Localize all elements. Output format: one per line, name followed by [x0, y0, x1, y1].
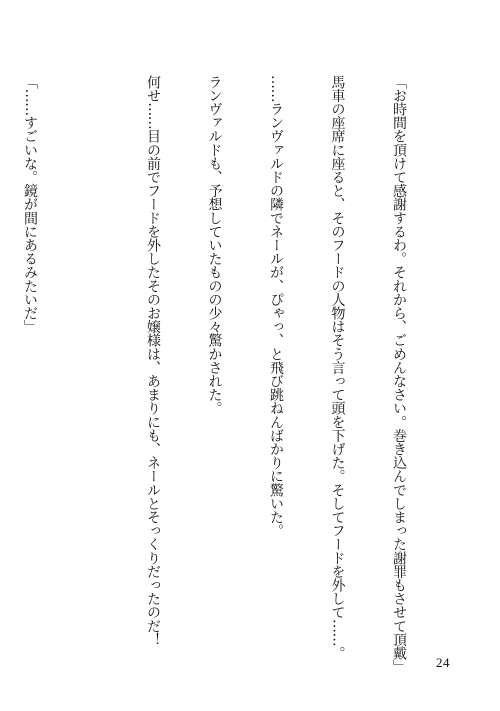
text-line: 馬車の座席に座ると、そのフードの人物はそう言って頭を下げた。そしてフードを外して……。: [329, 75, 346, 660]
text-line: 「お時間を頂けて感謝するわ。それから、ごめんなさい。巻き込んでしまった謝罪もさせて頂戴」: [391, 75, 407, 674]
text-line: 何せ……目の前でフードを外したそのお嬢様は、あまりにも、ネールとそっくりだったのだ！: [145, 75, 161, 647]
blank-line: [81, 75, 102, 615]
page-number: 24: [436, 655, 450, 670]
text-line: ……ランヴァルドの隣でネールが、ぴゃっ、と飛び跳ねんばかりに驚いた。: [268, 75, 284, 538]
text-line: 「……すごいな。鏡が間にあるみたいだ」: [22, 75, 38, 334]
text-line: ランヴァルドも、予想していたものの少々驚かされた。: [206, 75, 223, 416]
